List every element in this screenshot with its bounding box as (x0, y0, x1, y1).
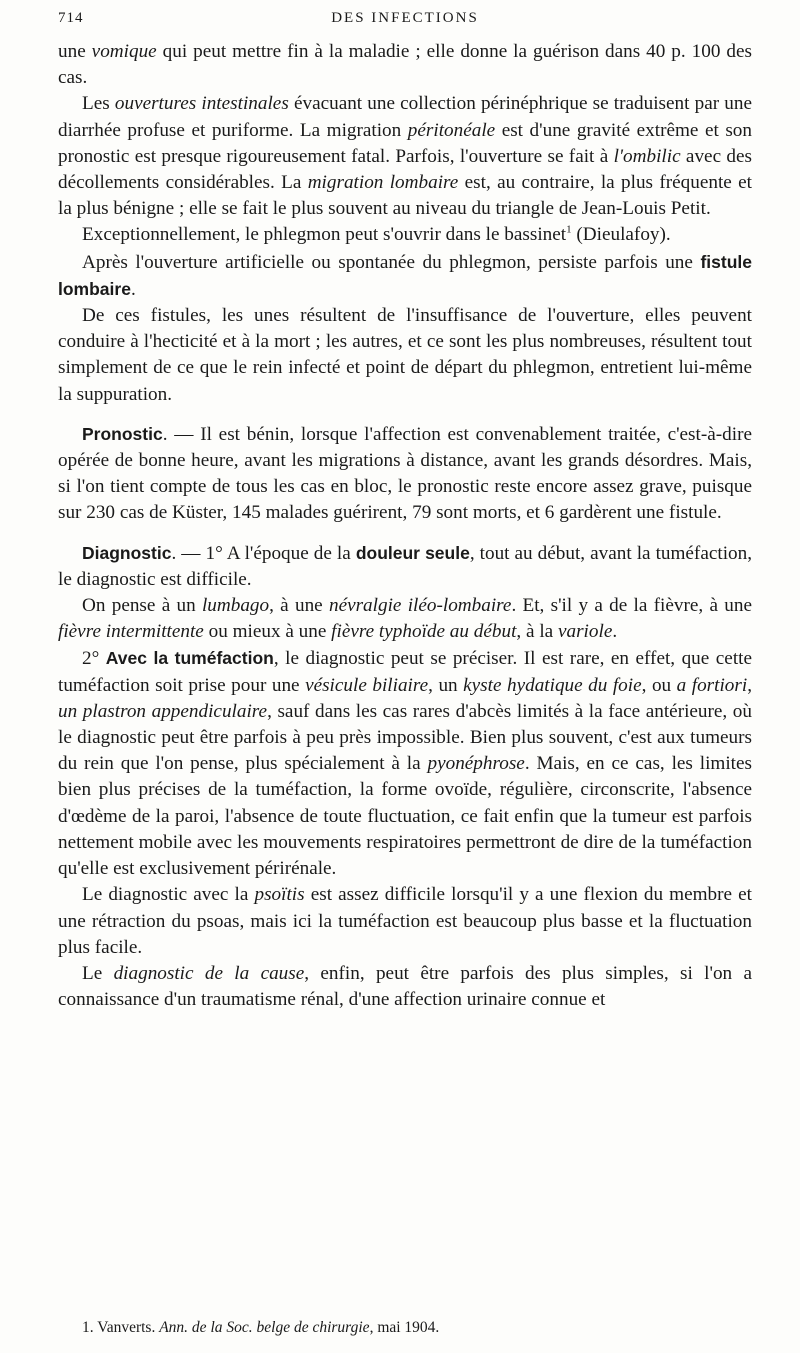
running-title: DES INFECTIONS (331, 10, 479, 26)
paragraph: Les ouvertures intestinales évacuant une collection périnéphrique se traduisent par une diarrhée profuse et puriforme. La migration péritonéale est d'une gravité extrême et son pronostic est presque rigoureusement fatal. Parfois, l'ouverture se fait à l'ombilic avec des décollements considérables. La migration lombaire est, au contraire, la plus fréquente et la plus bénigne ; elle se fait le plus souvent au niveau du triangle de Jean-Louis Petit. (58, 93, 752, 220)
page-number: 714 (58, 10, 84, 26)
paragraph: Le diagnostic avec la psoïtis est assez difficile lorsqu'il y a une flexion du membre et une rétraction du psoas, mais ici la tuméfaction est beaucoup plus basse et la fluctuation plus facile. (58, 884, 752, 958)
paragraph: Exceptionnellement, le phlegmon peut s'ouvrir dans le bassinet$^1$ (Dieulafoy). (82, 224, 671, 246)
footnote: 1. Vanverts. Ann. de la Soc. belge de chirurgie, mai 1904. (82, 1319, 440, 1336)
section-heading: Diagnostic (82, 542, 172, 563)
paragraph: 2° Avec la tuméfaction, le diagnostic peut se préciser. Il est rare, en effet, que cette tuméfaction soit prise pour une vésicule biliaire, un kyste hydatique du foie, ou a fortiori, un plastron appendiculaire, sauf dans les cas rares d'abcès limités à la face antérieure, où le diagnostic peut être parfois à peu près impossible. Bien plus souvent, c'est aux tumeurs du rein que l'on pense, plus spécialement à la pyonéphrose. Mais, en ce cas, les limites bien plus précises de la tuméfaction, la forme ovoïde, régulière, circonscrite, l'absence d'œdème de la paroi, l'absence de toute fluctuation, ce fait enfin que la tumeur est parfois nettement mobile avec les mouvements respiratoires permettront de dire de la tuméfaction qu'elle est exclusivement périrénale. (58, 648, 752, 880)
section-pronostic: Pronostic. — Il est bénin, lorsque l'affection est convenablement traitée, c'est-à-dire opérée de bonne heure, avant les migrations à distance, avant les grands désordres. Mais, si l'on tient compte de tous les cas en bloc, le pronostic reste encore assez grave, puisque sur 230 cas de Küster, 145 malades guérirent, 79 sont morts, et 6 gardèrent une fistule. (58, 423, 752, 524)
paragraph: On pense à un lumbago, à une névralgie iléo-lombaire. Et, s'il y a de la fièvre, à une fièvre intermittente ou mieux à une fièvre typhoïde au début, à la variole. (58, 595, 752, 643)
footnote-marker: 1 (566, 224, 572, 237)
body-text (58, 39, 752, 1013)
paragraph: Après l'ouverture artificielle ou spontanée du phlegmon, persiste parfois une fistule lombaire. (58, 251, 752, 300)
paragraph: De ces fistules, les unes résultent de l'insuffisance de l'ouverture, elles peuvent conduire à l'hecticité et à la mort ; les autres, et ce sont les plus nombreuses, résultent tout simplement de ce que le rein infecté et point de départ du phlegmon, entretient lui-même la suppuration. (58, 305, 752, 405)
section-diagnostic: Diagnostic. — 1° A l'époque de la douleur seule, tout au début, avant la tuméfaction, le diagnostic est difficile. (58, 542, 753, 590)
paragraph: une vomique qui peut mettre fin à la maladie ; elle donne la guérison dans 40 p. 100 des cas. (58, 41, 752, 89)
section-heading: Pronostic (82, 423, 163, 444)
page-header (58, 10, 752, 34)
paragraph: Le diagnostic de la cause, enfin, peut être parfois des plus simples, si l'on a connaissance d'un traumatisme rénal, d'une affection urinaire connue et (58, 962, 752, 1011)
